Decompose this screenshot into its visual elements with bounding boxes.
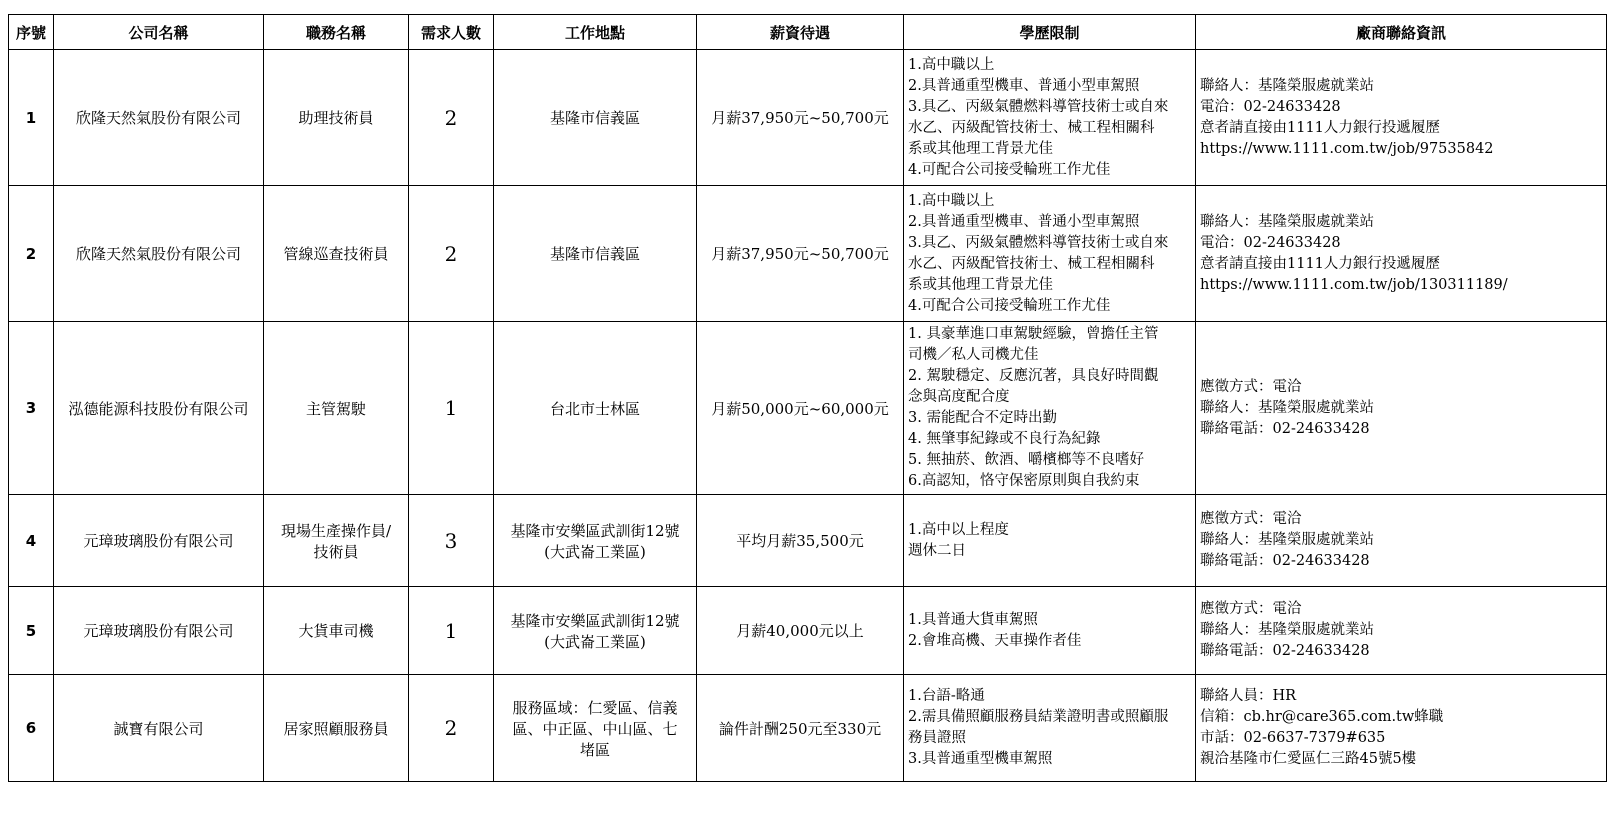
contact-info (1196, 495, 1607, 587)
location-line: (大武崙工業區) (544, 632, 646, 651)
education-requirements (904, 50, 1196, 186)
contact-line: 聯絡人：基隆榮服處就業站 (1200, 532, 1374, 548)
contact-line: 意者請直接由1111人力銀行投遞履歷 (1200, 255, 1440, 272)
contact-url: https://www.1111.com.tw/job/97535842 (1200, 140, 1494, 157)
salary: 月薪37,950元~50,700元 (697, 50, 904, 186)
education-line: 1. 具豪華進口車駕駛經驗，曾擔任主管 (908, 326, 1159, 342)
job-title: 助理技術員 (264, 50, 409, 186)
company-name: 元璋玻璃股份有限公司 (54, 495, 264, 587)
company-name: 欣隆天然氣股份有限公司 (54, 50, 264, 186)
contact-line: 市話：02-6637-7379#635 (1200, 730, 1386, 746)
education-line: 3.具乙、丙級氣體燃料導管技術士或自來 (908, 234, 1169, 251)
headcount: 2 (409, 186, 494, 322)
job-title: 大貨車司機 (264, 587, 409, 675)
education-requirements (904, 186, 1196, 322)
work-location: 基隆市信義區 (494, 50, 697, 186)
table-row (9, 50, 1607, 186)
education-line: 週休二日 (908, 542, 966, 559)
header-salary: 薪資待遇 (697, 15, 904, 50)
location-line: 堵區 (579, 740, 610, 759)
education-requirements (904, 322, 1196, 495)
education-requirements (904, 495, 1196, 587)
education-line: 4.可配合公司接受輪班工作尤佳 (908, 297, 1111, 314)
table-row (9, 587, 1607, 675)
education-line: 6.高認知，恪守保密原則與自我約束 (908, 473, 1140, 489)
education-requirements (904, 587, 1196, 675)
headcount: 1 (409, 322, 494, 495)
work-location: 基隆市信義區 (494, 186, 697, 322)
contact-info (1196, 186, 1607, 322)
company-name: 誠寶有限公司 (54, 675, 264, 782)
header-company: 公司名稱 (54, 15, 264, 50)
job-title-line: 現場生產操作員/ (280, 521, 392, 540)
location-line: 服務區域：仁愛區、信義 (512, 698, 678, 717)
contact-line: 聯絡電話：02-24633428 (1200, 643, 1370, 659)
education-line: 系或其他理工背景尤佳 (908, 276, 1053, 293)
education-line: 水乙、丙級配管技術士、械工程相關科 (908, 119, 1155, 136)
contact-info (1196, 587, 1607, 675)
job-title: 居家照顧服務員 (264, 675, 409, 782)
contact-line: 聯絡人：基隆榮服處就業站 (1200, 77, 1374, 94)
row-index: 2 (9, 186, 54, 322)
education-requirements (904, 675, 1196, 782)
education-line: 3. 需能配合不定時出勤 (908, 410, 1057, 426)
education-line: 3.具普通重型機車駕照 (908, 751, 1053, 767)
contact-info (1196, 50, 1607, 186)
row-index: 4 (9, 495, 54, 587)
job-listing-table (8, 14, 1607, 782)
contact-line: 電洽：02-24633428 (1200, 98, 1341, 115)
table-row (9, 675, 1607, 782)
headcount: 1 (409, 587, 494, 675)
salary: 論件計酬250元至330元 (697, 675, 904, 782)
row-index: 1 (9, 50, 54, 186)
education-line: 2.會堆高機、天車操作者佳 (908, 632, 1082, 649)
headcount: 2 (409, 675, 494, 782)
job-title-line: 技術員 (313, 542, 359, 561)
work-location: 台北市士林區 (494, 322, 697, 495)
headcount: 3 (409, 495, 494, 587)
header-row (9, 15, 1607, 50)
education-line: 1.高中以上程度 (908, 521, 1009, 538)
education-line: 1.具普通大貨車駕照 (908, 611, 1038, 628)
company-name: 欣隆天然氣股份有限公司 (54, 186, 264, 322)
education-line: 1.高中職以上 (908, 56, 995, 73)
header-index: 序號 (9, 15, 54, 50)
education-line: 4.可配合公司接受輪班工作尤佳 (908, 161, 1111, 178)
table-row (9, 322, 1607, 495)
company-name: 元璋玻璃股份有限公司 (54, 587, 264, 675)
header-job-title: 職務名稱 (264, 15, 409, 50)
contact-url: https://www.1111.com.tw/job/130311189/ (1200, 276, 1508, 293)
header-contact: 廠商聯絡資訊 (1196, 15, 1607, 50)
job-title (264, 495, 409, 587)
row-index: 5 (9, 587, 54, 675)
work-location (494, 587, 697, 675)
education-line: 司機／私人司機尤佳 (908, 347, 1039, 363)
education-line: 系或其他理工背景尤佳 (908, 140, 1053, 157)
contact-line: 聯絡人：基隆榮服處就業站 (1200, 213, 1374, 230)
salary: 月薪37,950元~50,700元 (697, 186, 904, 322)
contact-line: 應徵方式：電洽 (1200, 511, 1302, 527)
headcount: 2 (409, 50, 494, 186)
education-line: 5. 無抽菸、飲酒、嚼檳榔等不良嗜好 (908, 452, 1144, 468)
education-line: 2.具普通重型機車、普通小型車駕照 (908, 213, 1140, 230)
salary: 平均月薪35,500元 (697, 495, 904, 587)
contact-info (1196, 675, 1607, 782)
contact-info (1196, 322, 1607, 495)
contact-line: 聯絡電話：02-24633428 (1200, 553, 1370, 569)
header-education: 學歷限制 (904, 15, 1196, 50)
education-line: 念與高度配合度 (908, 389, 1010, 405)
education-line: 3.具乙、丙級氣體燃料導管技術士或自來 (908, 98, 1169, 115)
contact-line: 電洽：02-24633428 (1200, 234, 1341, 251)
education-line: 2. 駕駛穩定、反應沉著，具良好時間觀 (908, 368, 1159, 384)
row-index: 6 (9, 675, 54, 782)
work-location (494, 675, 697, 782)
header-count: 需求人數 (409, 15, 494, 50)
contact-line: 意者請直接由1111人力銀行投遞履歷 (1200, 119, 1440, 136)
salary: 月薪50,000元~60,000元 (697, 322, 904, 495)
education-line: 4. 無肇事紀錄或不良行為紀錄 (908, 431, 1101, 447)
row-index: 3 (9, 322, 54, 495)
education-line: 水乙、丙級配管技術士、械工程相關科 (908, 255, 1155, 272)
header-location: 工作地點 (494, 15, 697, 50)
contact-email: 信箱：cb.hr@care365.com.tw蜂職 (1200, 709, 1444, 725)
location-line: 基隆市安樂區武訓街12號 (510, 611, 680, 630)
salary: 月薪40,000元以上 (697, 587, 904, 675)
location-line: (大武崙工業區) (544, 542, 646, 561)
education-line: 1.高中職以上 (908, 192, 995, 209)
location-line: 區、中正區、中山區、七 (512, 719, 678, 738)
education-line: 1.台語-略通 (908, 688, 985, 704)
job-title: 管線巡查技術員 (264, 186, 409, 322)
contact-line: 聯絡電話：02-24633428 (1200, 420, 1370, 437)
contact-line: 聯絡人：基隆榮服處就業站 (1200, 622, 1374, 638)
contact-line: 聯絡人員：HR (1200, 688, 1297, 704)
education-line: 2.需具備照顧服務員結業證明書或照顧服 (908, 709, 1169, 725)
job-title: 主管駕駛 (264, 322, 409, 495)
contact-line: 聯絡人：基隆榮服處就業站 (1200, 399, 1374, 416)
work-location (494, 495, 697, 587)
contact-line: 應徵方式：電洽 (1200, 378, 1302, 395)
table-row (9, 186, 1607, 322)
company-name: 泓德能源科技股份有限公司 (54, 322, 264, 495)
contact-line: 親洽基隆市仁愛區仁三路45號5樓 (1200, 751, 1417, 767)
education-line: 務員證照 (908, 730, 966, 746)
education-line: 2.具普通重型機車、普通小型車駕照 (908, 77, 1140, 94)
contact-line: 應徵方式：電洽 (1200, 601, 1302, 617)
table-row (9, 495, 1607, 587)
location-line: 基隆市安樂區武訓街12號 (510, 521, 680, 540)
